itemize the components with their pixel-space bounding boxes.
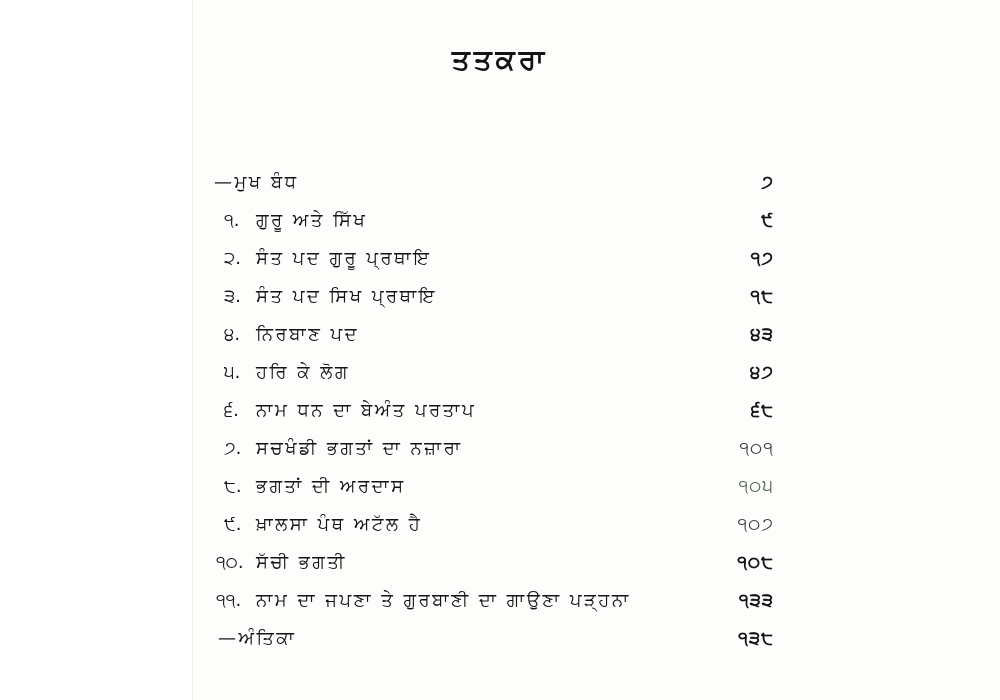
toc-row — [214, 544, 774, 582]
toc-entry-page: ੧੩੮ — [738, 628, 774, 649]
toc-entry-title: ਸੰਤ ਪਦ ਸਿਖ ਪ੍ਰਥਾਇ — [256, 286, 437, 307]
toc-entry-number: ੨. — [224, 248, 241, 269]
toc-row — [214, 620, 774, 658]
toc-row — [214, 430, 774, 468]
toc-entry-page: ੯ — [761, 210, 774, 231]
toc-entry-title: ਗੁਰੂ ਅਤੇ ਸਿੱਖ — [256, 210, 368, 231]
toc-entry-page: ੪੩ — [750, 324, 774, 345]
toc-entry-number: ੯. — [224, 514, 242, 535]
toc-row — [214, 316, 774, 354]
toc-row — [214, 468, 774, 506]
toc-entry-title: ਨਾਮ ਦਾ ਜਪਣਾ ਤੇ ਗੁਰਬਾਣੀ ਦਾ ਗਾਉਣਾ ਪੜ੍ਹਨਾ — [256, 590, 631, 611]
toc-entry-title: —ਅੰਤਿਕਾ — [218, 628, 297, 649]
toc-row — [214, 164, 774, 202]
toc-entry-number: ੧੧. — [216, 590, 242, 611]
toc-row — [214, 202, 774, 240]
toc-row — [214, 392, 774, 430]
toc-entry-number: ੪. — [224, 324, 241, 345]
toc-entry-title: ਨਿਰਬਾਣ ਪਦ — [256, 324, 360, 345]
toc-entry-number: ੫. — [224, 362, 241, 383]
page-title: ਤਤਕਰਾ — [451, 43, 549, 76]
toc-row — [214, 240, 774, 278]
toc-entry-page: ੭ — [761, 172, 774, 193]
toc-entry-page: ੧੭ — [750, 248, 774, 269]
toc-entry-page: ੧੮ — [750, 286, 774, 307]
toc-entry-title: ਹਰਿ ਕੇ ਲੋਗ — [256, 362, 350, 383]
toc-row — [214, 506, 774, 544]
toc-row — [214, 582, 774, 620]
toc-entry-number: ੮. — [224, 476, 242, 497]
toc-row — [214, 278, 774, 316]
toc-entry-number: ੭. — [224, 438, 242, 459]
toc-entry-number: ੧. — [224, 210, 240, 231]
toc-entry-page: ੬੮ — [750, 400, 774, 421]
toc-entry-page: ੧੦੭ — [737, 514, 774, 535]
toc-entry-title: ਸੰਤ ਪਦ ਗੁਰੂ ਪ੍ਰਥਾਇ — [256, 248, 432, 269]
toc-row — [214, 354, 774, 392]
toc-entry-title: ਨਾਮ ਧਨ ਦਾ ਬੇਅੰਤ ਪਰਤਾਪ — [256, 400, 477, 421]
toc-entry-page: ੧੦੧ — [739, 438, 774, 459]
toc-entry-title: ਸੱਚੀ ਭਗਤੀ — [256, 552, 347, 573]
toc-entry-number: ੧੦. — [216, 552, 244, 573]
toc-entry-title: —ਮੁਖ ਬੰਧ — [214, 172, 299, 193]
toc-entry-page: ੧੦੫ — [738, 476, 774, 497]
toc-entry-title: ਸਚਖੰਡੀ ਭਗਤਾਂ ਦਾ ਨਜ਼ਾਰਾ — [256, 438, 463, 459]
toc-entry-page: ੧੦੮ — [737, 552, 774, 573]
toc-entry-page: ੪੭ — [750, 362, 774, 383]
toc-entry-title: ਖ਼ਾਲਸਾ ਪੰਥ ਅਟੱਲ ਹੈ — [256, 514, 423, 535]
toc-entry-title: ਭਗਤਾਂ ਦੀ ਅਰਦਾਸ — [256, 476, 406, 497]
toc-entry-number: ੩. — [224, 286, 241, 307]
toc-entry-page: ੧੩੩ — [738, 590, 774, 611]
table-of-contents — [214, 164, 774, 658]
toc-entry-number: ੬. — [224, 400, 239, 421]
